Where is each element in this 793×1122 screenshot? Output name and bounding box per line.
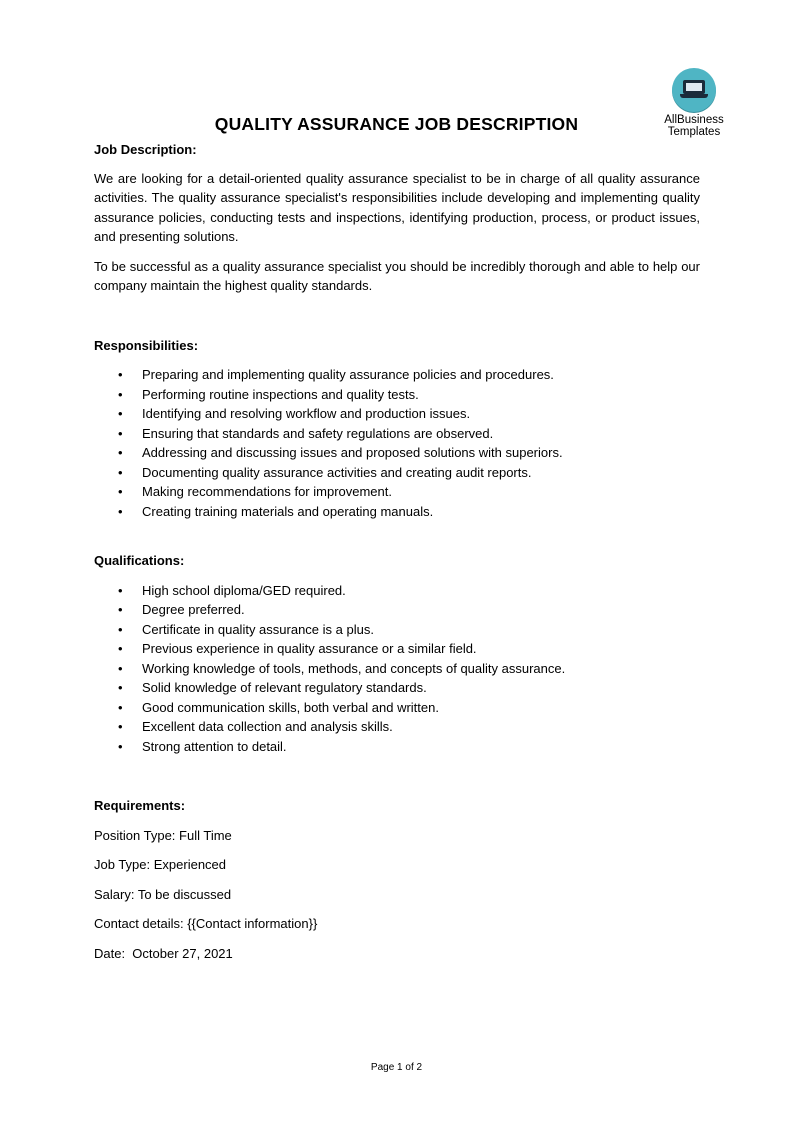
list-item: • Ensuring that standards and safety regulations are observed. [94,424,700,444]
requirement-salary: Salary: To be discussed [94,886,232,902]
requirements-heading: Requirements: [94,798,186,813]
qualifications-list [94,581,700,757]
document-body [94,140,700,963]
list-item: • Working knowledge of tools, methods, and concepts of quality assurance. [94,659,700,679]
requirement-position-type: Position Type: Full Time [94,827,232,843]
qualifications-heading: Qualifications: [94,553,185,568]
requirement-contact-details: Contact details: {{Contact information}} [94,916,318,931]
requirement-job-type: Job Type: Experienced [94,857,227,872]
list-item: • Making recommendations for improvement. [94,482,700,502]
list-item: • High school diploma/GED required. [94,581,700,601]
responsibilities-heading: Responsibilities: [94,337,199,353]
responsibilities-list [94,365,700,521]
list-item: • Performing routine inspections and quality tests. [94,385,700,405]
list-item: • Strong attention to detail. [94,737,700,757]
list-item: • Certificate in quality assurance is a plus. [94,620,700,640]
list-item: • Documenting quality assurance activities and creating audit reports. [94,463,700,483]
job-description-paragraph: To be successful as a quality assurance specialist you should be incredibly thorough and able to help our company maintain the highest quality standards. [94,258,700,293]
list-item: • Degree preferred. [94,600,700,620]
page-number: Page 1 of 2 [370,1062,423,1073]
laptop-icon [672,68,716,112]
list-item: • Excellent data collection and analysis skills. [94,717,700,737]
job-description-heading: Job Description: [94,142,197,157]
list-item: • Addressing and discussing issues and proposed solutions with superiors. [94,443,700,463]
requirement-date: Date: October 27, 2021 [94,945,233,961]
list-item: • Good communication skills, both verbal and written. [94,698,700,718]
list-item: • Identifying and resolving workflow and production issues. [94,404,700,424]
list-item: • Creating training materials and operating manuals. [94,502,700,522]
list-item: • Solid knowledge of relevant regulatory standards. [94,678,700,698]
job-description-paragraph: We are looking for a detail-oriented quality assurance specialist to be in charge of all quality assurance activities. The quality assurance specialist's responsibilities include developing and implementing quality assurance policies, conducting tests and inspections, identifying production, process, or product issues, and presenting solutions. [94,170,700,244]
list-item: • Previous experience in quality assurance or a similar field. [94,639,700,659]
logo-line-1: AllBusiness [664,114,724,126]
logo-line-2: Templates [667,126,721,138]
list-item: • Preparing and implementing quality assurance policies and procedures. [94,365,700,385]
document-title: QUALITY ASSURANCE JOB DESCRIPTION [214,114,579,134]
